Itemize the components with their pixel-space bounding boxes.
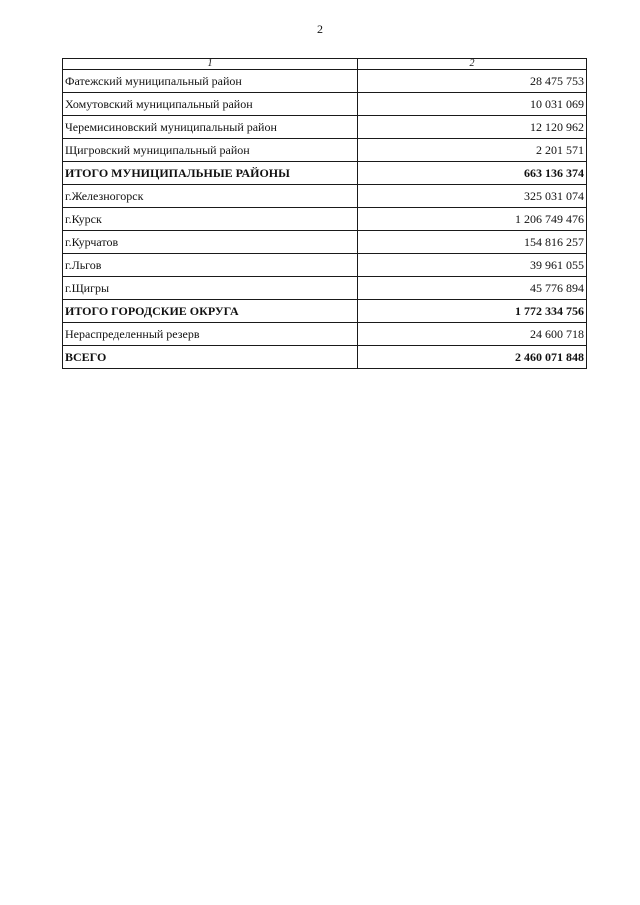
table-total-row bbox=[63, 162, 587, 185]
budget-allocation-table bbox=[62, 58, 587, 369]
row-name: г.Курск bbox=[63, 208, 358, 231]
table-body bbox=[63, 70, 587, 369]
row-name: Фатежский муниципальный район bbox=[63, 70, 358, 93]
row-name: ИТОГО МУНИЦИПАЛЬНЫЕ РАЙОНЫ bbox=[63, 162, 358, 185]
table-row bbox=[63, 93, 587, 116]
row-name: Щигровский муниципальный район bbox=[63, 139, 358, 162]
row-amount: 12 120 962 bbox=[358, 116, 587, 139]
row-amount: 663 136 374 bbox=[358, 162, 587, 185]
row-amount: 1 772 334 756 bbox=[358, 300, 587, 323]
column-header-row bbox=[63, 59, 587, 70]
table-row bbox=[63, 231, 587, 254]
row-name: г.Курчатов bbox=[63, 231, 358, 254]
row-name: г.Щигры bbox=[63, 277, 358, 300]
page-number: 2 bbox=[317, 22, 323, 36]
row-amount: 1 206 749 476 bbox=[358, 208, 587, 231]
table-row bbox=[63, 277, 587, 300]
row-amount: 154 816 257 bbox=[358, 231, 587, 254]
table-row bbox=[63, 139, 587, 162]
row-amount: 2 201 571 bbox=[358, 139, 587, 162]
row-name: Хомутовский муниципальный район bbox=[63, 93, 358, 116]
row-amount: 10 031 069 bbox=[358, 93, 587, 116]
table-row bbox=[63, 185, 587, 208]
row-amount: 28 475 753 bbox=[358, 70, 587, 93]
column-header-amount: 2 bbox=[358, 59, 587, 70]
row-amount: 45 776 894 bbox=[358, 277, 587, 300]
row-name: г.Железногорск bbox=[63, 185, 358, 208]
row-name: г.Льгов bbox=[63, 254, 358, 277]
table-total-row bbox=[63, 300, 587, 323]
column-header-name: 1 bbox=[63, 59, 358, 70]
row-name: ИТОГО ГОРОДСКИЕ ОКРУГА bbox=[63, 300, 358, 323]
row-amount: 24 600 718 bbox=[358, 323, 587, 346]
table-row bbox=[63, 70, 587, 93]
row-amount: 325 031 074 bbox=[358, 185, 587, 208]
row-amount: 2 460 071 848 bbox=[358, 346, 587, 369]
table-row bbox=[63, 254, 587, 277]
row-name: Черемисиновский муниципальный район bbox=[63, 116, 358, 139]
row-name: ВСЕГО bbox=[63, 346, 358, 369]
row-name: Нераспределенный резерв bbox=[63, 323, 358, 346]
table-total-row bbox=[63, 346, 587, 369]
row-amount: 39 961 055 bbox=[358, 254, 587, 277]
table-row bbox=[63, 208, 587, 231]
table-row bbox=[63, 323, 587, 346]
table-row bbox=[63, 116, 587, 139]
